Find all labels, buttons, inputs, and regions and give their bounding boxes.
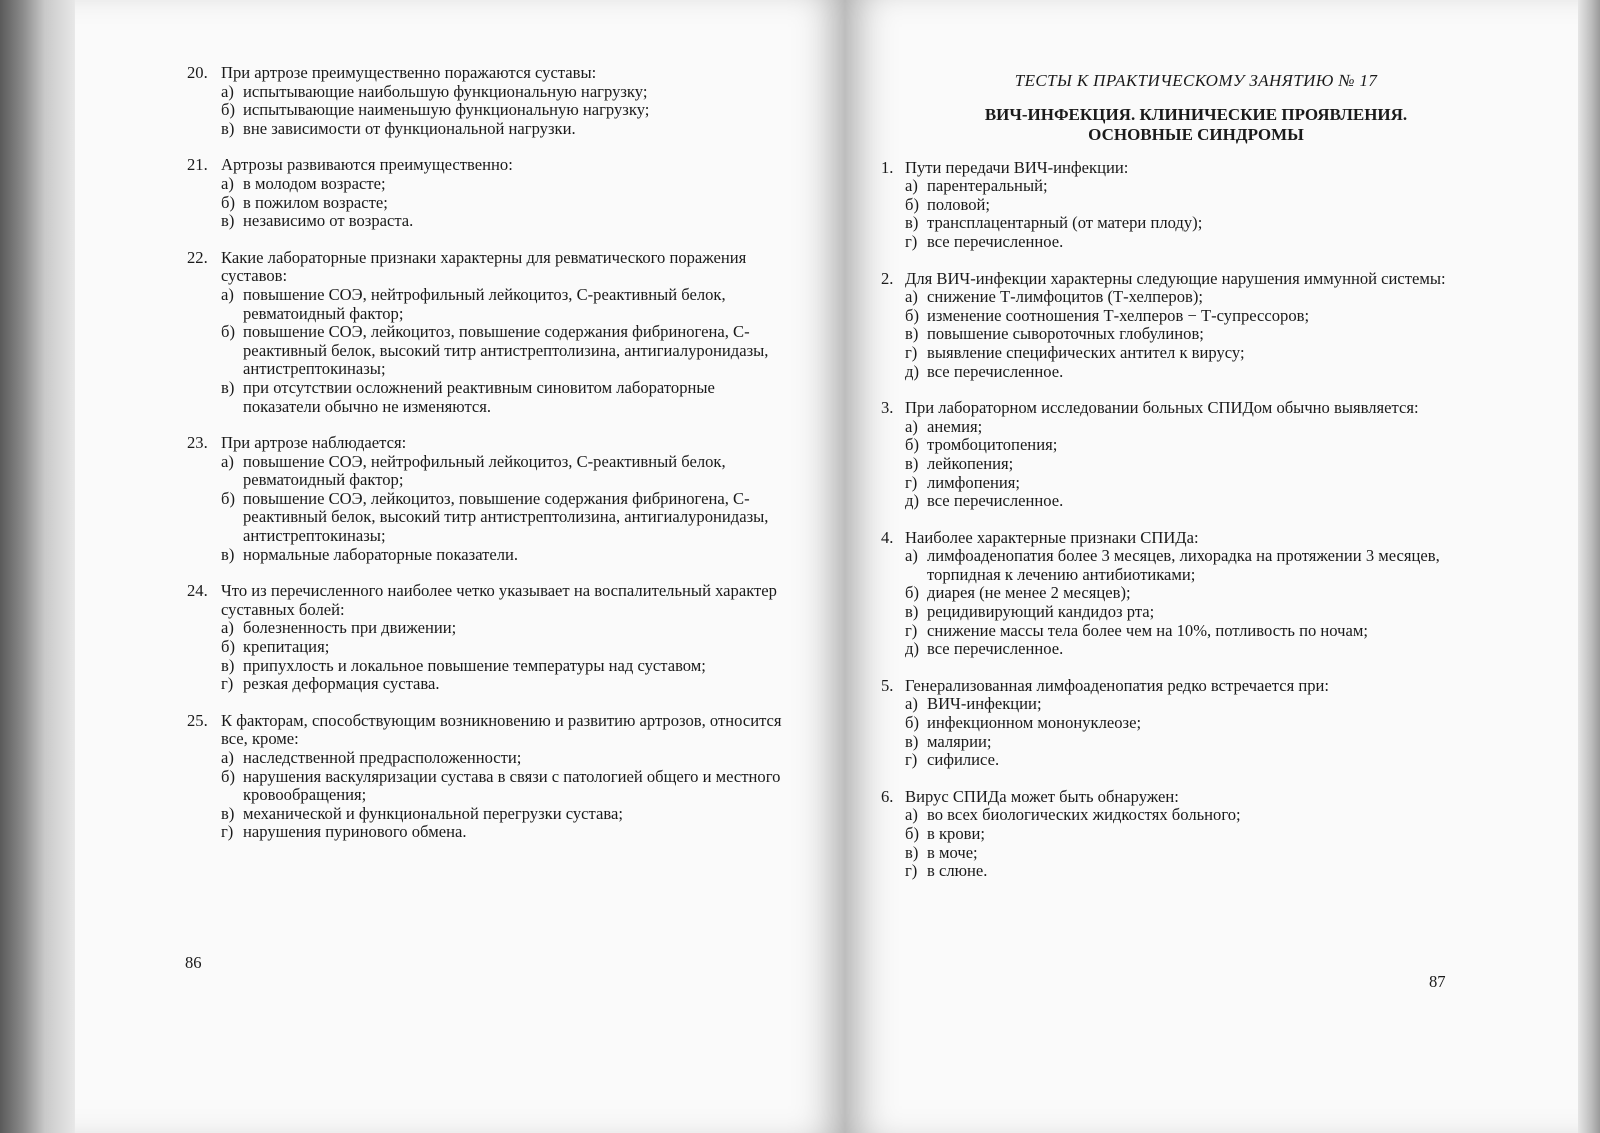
question: [187, 712, 787, 842]
option-letter: б): [905, 194, 919, 214]
option-text: парентеральный;: [927, 176, 1048, 196]
option-text: крепитация;: [243, 637, 330, 657]
question-number: 22.: [187, 247, 208, 267]
option-text: повышение СОЭ, лейкоцитоз, повышение содержания фибриногена, С-реактивный белок, высокий титр антистрептолизина, антигиалуронидазы, антистрептокиназы;: [243, 488, 769, 546]
option-text: анемия;: [927, 416, 983, 436]
option-letter: а): [905, 805, 918, 825]
option-letter: в): [221, 544, 235, 564]
option-letter: б): [905, 305, 919, 325]
option-text: в пожилом возрасте;: [243, 192, 388, 212]
option-letter: а): [905, 287, 918, 307]
option-text: все перечисленное.: [927, 639, 1064, 659]
option-letter: б): [905, 583, 919, 603]
option-letter: г): [905, 861, 918, 881]
option-text: нарушения пуринового обмена.: [243, 822, 467, 842]
option-letter: г): [905, 620, 918, 640]
answer-option: [881, 233, 1481, 252]
option-letter: в): [905, 324, 919, 344]
option-letter: а): [221, 284, 234, 304]
question-head: [881, 270, 1481, 289]
option-letter: в): [905, 602, 919, 622]
option-letter: а): [221, 618, 234, 638]
answer-option: [881, 325, 1481, 344]
question: [187, 582, 787, 694]
option-text: при отсутствии осложнений реактивным синовитом лабораторные показатели обычно не изменяются.: [243, 377, 715, 416]
option-letter: б): [221, 322, 235, 342]
answer-option: [187, 323, 787, 379]
question-number: 25.: [187, 710, 208, 730]
option-text: диарея (не менее 2 месяцев);: [927, 583, 1131, 603]
answer-option: [881, 603, 1481, 622]
option-text: припухлость и локальное повышение температуры над суставом;: [243, 655, 706, 675]
option-letter: в): [221, 377, 235, 397]
question-text: При лабораторном исследовании больных СПИДом обычно выявляется:: [905, 398, 1419, 418]
topic-title: [881, 105, 1481, 145]
answer-option: [881, 196, 1481, 215]
answer-option: [187, 453, 787, 490]
option-letter: г): [905, 231, 918, 251]
right-page-content: [881, 64, 1481, 899]
answer-option: [187, 638, 787, 657]
option-text: испытывающие наибольшую функциональную нагрузку;: [243, 81, 648, 101]
question-text: Что из перечисленного наиболее четко указывает на воспалительный характер суставных болей:: [221, 581, 777, 619]
option-text: все перечисленное.: [927, 361, 1064, 381]
question-text: Пути передачи ВИЧ-инфекции:: [905, 157, 1129, 177]
topic-title-line1: ВИЧ-ИНФЕКЦИЯ. КЛИНИЧЕСКИЕ ПРОЯВЛЕНИЯ.: [984, 104, 1408, 124]
answer-option: [881, 418, 1481, 437]
answer-option: [881, 307, 1481, 326]
option-letter: а): [221, 451, 234, 471]
option-text: повышение сывороточных глобулинов;: [927, 324, 1204, 344]
option-text: в моче;: [927, 842, 978, 862]
question-number: 1.: [881, 157, 894, 177]
question-head: [187, 64, 787, 83]
option-letter: д): [905, 361, 919, 381]
answer-option: [881, 436, 1481, 455]
scan-edge-left: [0, 0, 75, 1133]
answer-option: [187, 101, 787, 120]
question-number: 5.: [881, 675, 894, 695]
question-number: 4.: [881, 527, 894, 547]
left-page-questions: [187, 64, 787, 860]
answer-option: [881, 714, 1481, 733]
question-head: [187, 434, 787, 453]
option-text: в слюне.: [927, 861, 988, 881]
question: [187, 156, 787, 230]
option-letter: в): [905, 842, 919, 862]
answer-option: [881, 844, 1481, 863]
option-text: трансплацентарный (от матери плоду);: [927, 213, 1203, 233]
option-text: снижение Т-лимфоцитов (Т-хелперов);: [927, 287, 1203, 307]
answer-option: [187, 175, 787, 194]
answer-option: [881, 733, 1481, 752]
answer-option: [187, 212, 787, 231]
option-letter: в): [221, 211, 235, 231]
option-text: во всех биологических жидкостях больного;: [927, 805, 1241, 825]
option-text: сифилисе.: [927, 750, 1000, 770]
answer-option: [881, 177, 1481, 196]
option-text: нарушения васкуляризации сустава в связи с патологией общего и местного кровообращения;: [243, 766, 781, 805]
option-letter: г): [221, 674, 234, 694]
question-head: [187, 249, 787, 286]
question-text: При артрозе наблюдается:: [221, 433, 407, 453]
answer-option: [187, 749, 787, 768]
option-letter: г): [905, 472, 918, 492]
answer-option: [881, 806, 1481, 825]
option-text: механической и функциональной перегрузки сустава;: [243, 803, 623, 823]
answer-option: [187, 120, 787, 139]
option-text: болезненность при движении;: [243, 618, 457, 638]
answer-option: [187, 805, 787, 824]
option-text: испытывающие наименьшую функциональную нагрузку;: [243, 100, 650, 120]
question-head: [187, 156, 787, 175]
option-letter: б): [905, 824, 919, 843]
option-letter: а): [905, 416, 918, 436]
question-head: [187, 582, 787, 619]
question-head: [881, 529, 1481, 548]
option-letter: а): [905, 176, 918, 196]
question-text: Генерализованная лимфоаденопатия редко встречается при:: [905, 675, 1330, 695]
right-page-number: 87: [1429, 972, 1446, 991]
option-text: все перечисленное.: [927, 491, 1064, 511]
question-number: 23.: [187, 433, 208, 453]
answer-option: [881, 547, 1481, 584]
answer-option: [187, 675, 787, 694]
question-number: 6.: [881, 786, 894, 806]
answer-option: [187, 768, 787, 805]
option-text: нормальные лабораторные показатели.: [243, 544, 519, 564]
option-letter: в): [905, 731, 919, 751]
answer-option: [187, 286, 787, 323]
answer-option: [881, 344, 1481, 363]
answer-option: [187, 619, 787, 638]
question-text: Вирус СПИДа может быть обнаружен:: [905, 786, 1179, 806]
option-letter: а): [905, 694, 918, 714]
option-text: независимо от возраста.: [243, 211, 414, 231]
option-text: выявление специфических антител к вирусу;: [927, 342, 1245, 362]
option-text: повышение СОЭ, лейкоцитоз, повышение содержания фибриногена, С-реактивный белок, высокий титр антистрептолизина, антигиалуронидазы, антистрептокиназы;: [243, 322, 769, 379]
option-text: в крови;: [927, 824, 985, 843]
answer-option: [881, 455, 1481, 474]
option-text: наследственной предрасположенности;: [243, 748, 522, 767]
option-text: половой;: [927, 194, 991, 214]
section-title: ТЕСТЫ К ПРАКТИЧЕСКОМУ ЗАНЯТИЮ № 17: [1014, 71, 1378, 90]
option-letter: в): [905, 213, 919, 233]
option-text: вне зависимости от функциональной нагрузки.: [243, 118, 576, 138]
question-number: 2.: [881, 268, 894, 288]
question-text: Наиболее характерные признаки СПИДа:: [905, 527, 1199, 547]
option-text: резкая деформация сустава.: [243, 674, 440, 694]
question: [881, 677, 1481, 770]
question-text: Артрозы развиваются преимущественно:: [221, 155, 513, 175]
option-text: в молодом возрасте;: [243, 173, 386, 193]
option-text: ВИЧ-инфекции;: [927, 694, 1042, 714]
question: [881, 159, 1481, 252]
option-text: рецидивирующий кандидоз рта;: [927, 602, 1155, 622]
option-letter: б): [905, 713, 919, 733]
option-text: лейкопения;: [927, 453, 1014, 473]
question: [881, 270, 1481, 382]
option-text: инфекционном мононуклеозе;: [927, 713, 1142, 733]
answer-option: [881, 584, 1481, 603]
question-text: При артрозе преимущественно поражаются суставы:: [221, 63, 597, 82]
answer-option: [187, 194, 787, 213]
option-letter: б): [221, 766, 235, 786]
right-page: [845, 0, 1578, 1133]
answer-option: [187, 823, 787, 842]
question-head: [881, 399, 1481, 418]
answer-option: [881, 622, 1481, 641]
answer-option: [881, 751, 1481, 770]
question: [881, 399, 1481, 511]
option-letter: в): [905, 453, 919, 473]
option-letter: г): [905, 750, 918, 770]
answer-option: [881, 363, 1481, 382]
option-letter: а): [221, 748, 234, 767]
option-letter: д): [905, 639, 919, 659]
scan-edge-right: [1578, 0, 1600, 1133]
option-letter: а): [221, 173, 234, 193]
question: [187, 249, 787, 416]
topic-title-line2: ОСНОВНЫЕ СИНДРОМЫ: [1088, 124, 1304, 144]
option-letter: г): [221, 822, 234, 842]
option-text: повышение СОЭ, нейтрофильный лейкоцитоз, С-реактивный белок, ревматоидный фактор;: [243, 284, 726, 323]
answer-option: [881, 862, 1481, 881]
answer-option: [881, 825, 1481, 844]
answer-option: [187, 490, 787, 546]
question-text: К факторам, способствующим возникновению и развитию артрозов, относится все, кроме:: [221, 710, 782, 749]
option-letter: д): [905, 491, 919, 511]
question-head: [881, 788, 1481, 807]
question-number: 21.: [187, 155, 208, 175]
answer-option: [881, 640, 1481, 659]
option-text: повышение СОЭ, нейтрофильный лейкоцитоз, С-реактивный белок, ревматоидный фактор;: [243, 451, 726, 490]
option-letter: в): [221, 803, 235, 823]
answer-option: [187, 657, 787, 676]
answer-option: [881, 288, 1481, 307]
question-number: 20.: [187, 63, 208, 82]
option-letter: б): [221, 192, 235, 212]
option-letter: б): [221, 100, 235, 120]
option-letter: а): [905, 546, 918, 566]
question-number: 3.: [881, 398, 894, 418]
question: [187, 434, 787, 564]
question-number: 24.: [187, 581, 208, 601]
answer-option: [187, 546, 787, 565]
option-text: изменение соотношения Т-хелперов − Т-супрессоров;: [927, 305, 1310, 325]
question: [881, 788, 1481, 881]
option-letter: б): [221, 488, 235, 508]
option-text: все перечисленное.: [927, 231, 1064, 251]
question-head: [881, 159, 1481, 178]
option-letter: б): [221, 637, 235, 657]
question-text: Для ВИЧ-инфекции характерны следующие нарушения иммунной системы:: [905, 268, 1446, 288]
question: [881, 529, 1481, 659]
answer-option: [881, 695, 1481, 714]
answer-option: [187, 83, 787, 102]
option-letter: б): [905, 435, 919, 455]
answer-option: [881, 492, 1481, 511]
answer-option: [187, 379, 787, 416]
option-letter: в): [221, 655, 235, 675]
question-text: Какие лабораторные признаки характерны для ревматического поражения суставов:: [221, 247, 747, 286]
question-head: [881, 677, 1481, 696]
option-letter: а): [221, 81, 234, 101]
option-text: лимфоаденопатия более 3 месяцев, лихорадка на протяжении 3 месяцев, торпидная к лечению антибиотиками;: [927, 546, 1440, 584]
question-head: [187, 712, 787, 749]
option-text: малярии;: [927, 731, 992, 751]
option-text: снижение массы тела более чем на 10%, потливость по ночам;: [927, 620, 1368, 640]
left-page-number: 86: [185, 953, 202, 972]
option-letter: в): [221, 118, 235, 138]
answer-option: [881, 474, 1481, 493]
answer-option: [881, 214, 1481, 233]
option-text: лимфопения;: [927, 472, 1020, 492]
option-letter: г): [905, 342, 918, 362]
question: [187, 64, 787, 138]
left-page: [75, 0, 845, 1133]
option-text: тромбоцитопения;: [927, 435, 1058, 455]
right-page-questions: [881, 159, 1481, 881]
